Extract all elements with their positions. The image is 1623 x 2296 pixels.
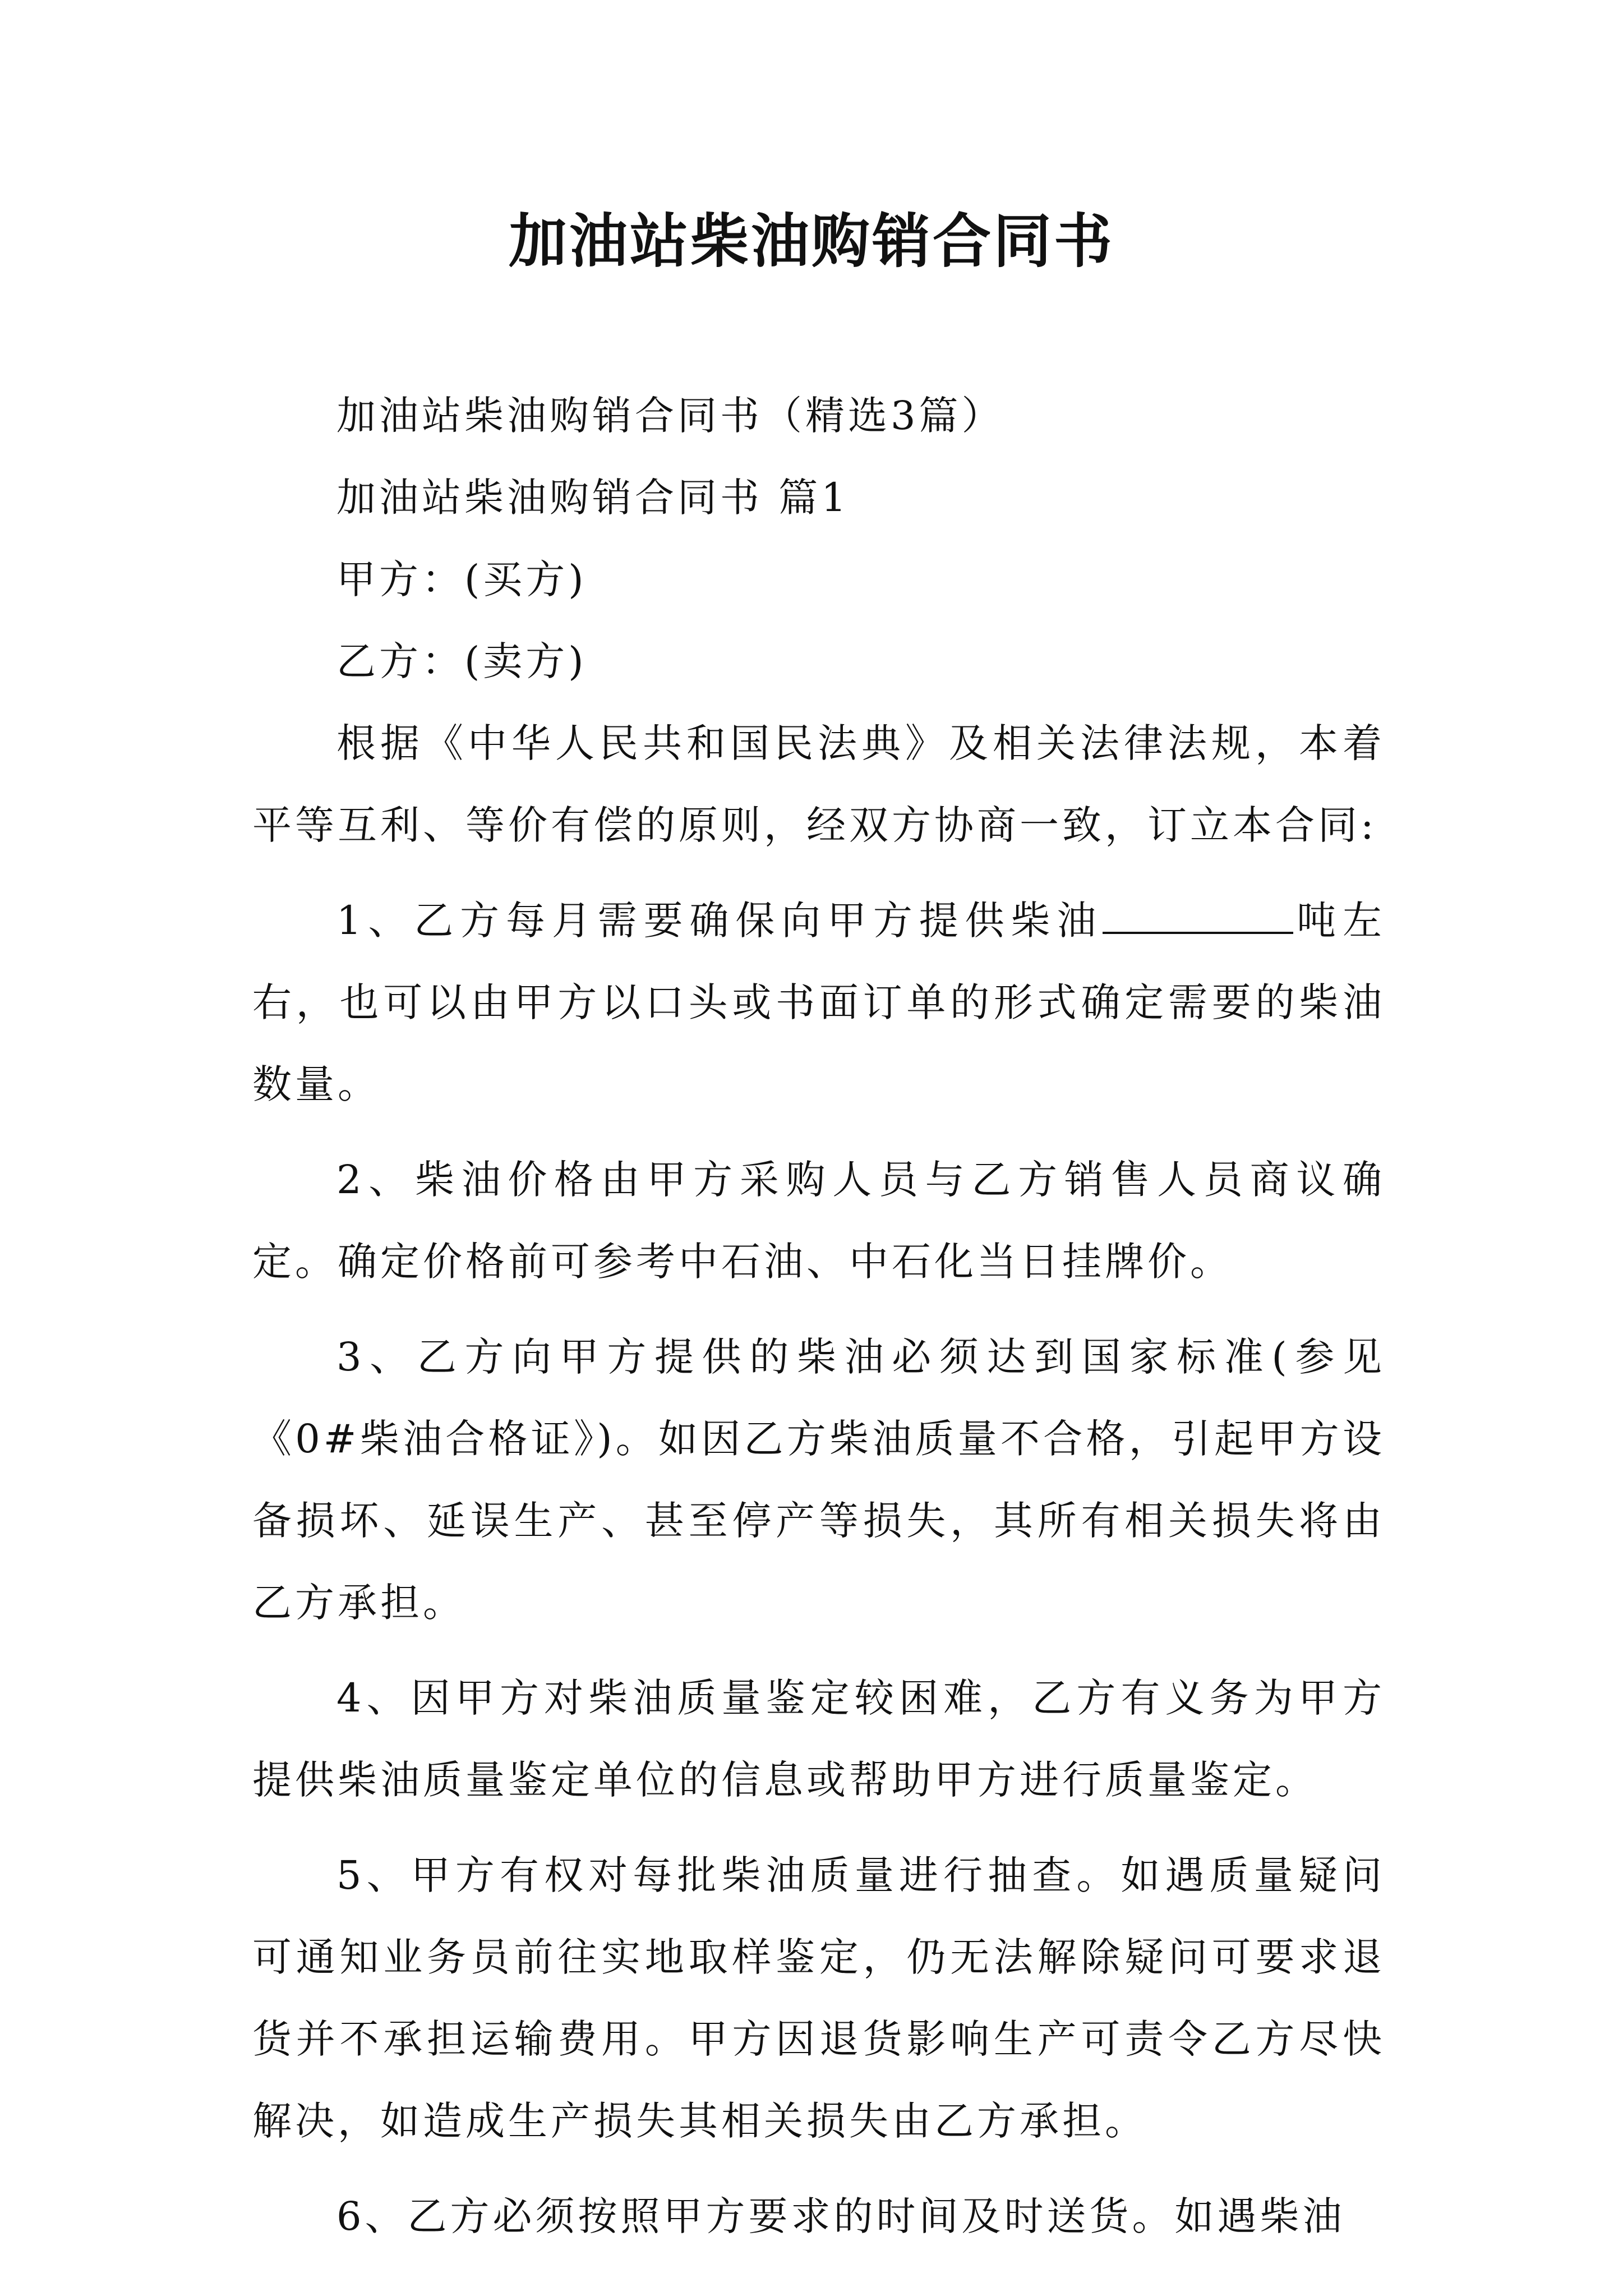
clause-5-paragraph: 5、甲方有权对每批柴油质量进行抽查。如遇质量疑问可通知业务员前往实地取样鉴定，仍无法解除疑问可要求退货并不承担运输费用。甲方因退货影响生产可责令乙方尽快解决，如造成生产损失其相关损失由乙方承担。 — [252, 1852, 1385, 2144]
party-b-line: 乙方：(卖方) — [336, 638, 587, 684]
document-body — [252, 375, 1385, 2271]
clause-4-paragraph: 4、因甲方对柴油质量鉴定较困难，乙方有义务为甲方提供柴油质量鉴定单位的信息或帮助甲方进行质量鉴定。 — [252, 1675, 1385, 1803]
clause-1-text-start: 1、乙方每月需要确保向甲方提供柴油 — [336, 898, 1103, 944]
quantity-blank-line — [1103, 892, 1293, 934]
document-subtitle: 加油站柴油购销合同书（精选3篇） — [336, 393, 1004, 439]
clause-1-text-end: 吨左右，也可以由甲方以口头或书面订单的形式确定需要的柴油数量。 — [252, 898, 1385, 1107]
preamble-paragraph: 根据《中华人民共和国民法典》及相关法律法规，本着平等互利、等价有偿的原则，经双方协商一致，订立本合同: — [252, 720, 1385, 848]
clause-1-paragraph — [252, 880, 1385, 1125]
document-title: 加油站柴油购销合同书 — [508, 206, 1114, 275]
clause-3-paragraph: 3、乙方向甲方提供的柴油必须达到国家标准(参见《0#柴油合格证》)。如因乙方柴油质量不合格，引起甲方设备损坏、延误生产、甚至停产等损失，其所有相关损失将由乙方承担。 — [252, 1334, 1385, 1626]
section-heading: 加油站柴油购销合同书 篇1 — [336, 475, 850, 521]
clause-2-paragraph: 2、柴油价格由甲方采购人员与乙方销售人员商议确定。确定价格前可参考中石油、中石化当日挂牌价。 — [252, 1157, 1385, 1285]
clause-6-paragraph: 6、乙方必须按照甲方要求的时间及时送货。如遇柴油 — [336, 2193, 1345, 2239]
party-a-line: 甲方：(买方) — [336, 556, 587, 602]
